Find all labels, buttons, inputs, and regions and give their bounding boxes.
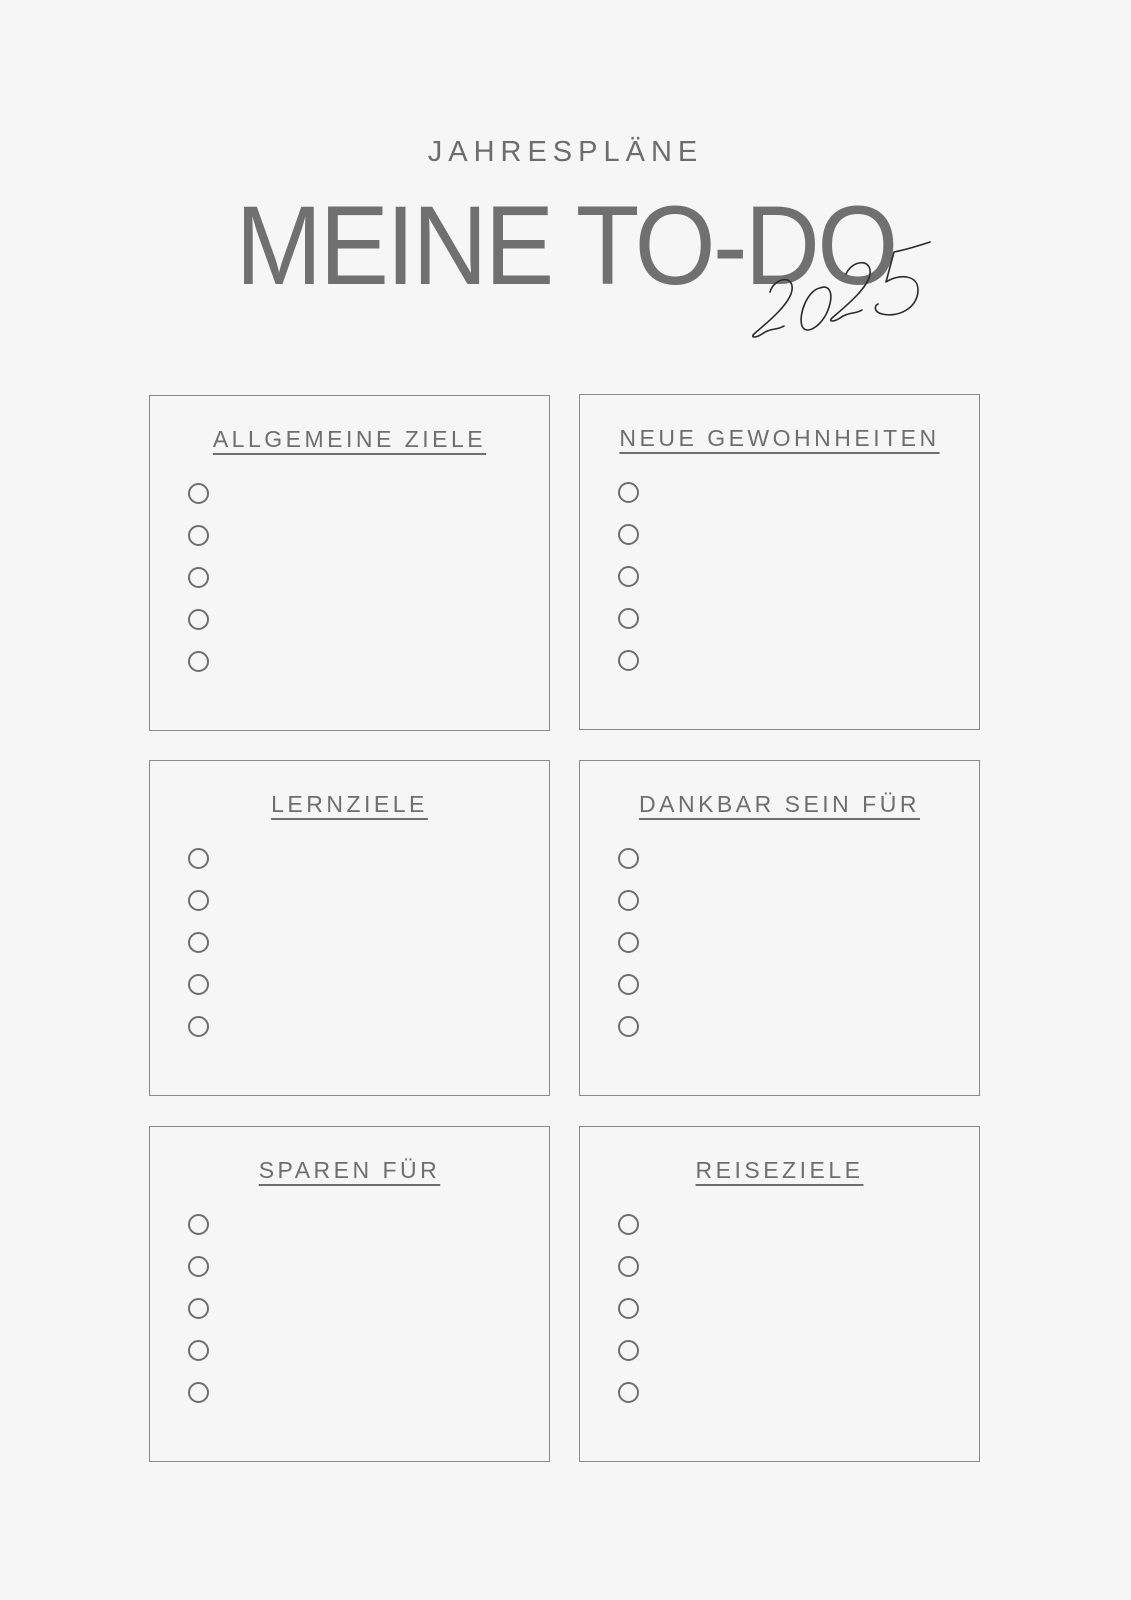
- checkbox[interactable]: [188, 890, 209, 911]
- checkbox[interactable]: [618, 650, 639, 671]
- checkbox[interactable]: [188, 1016, 209, 1037]
- checkbox[interactable]: [618, 524, 639, 545]
- checkbox[interactable]: [618, 974, 639, 995]
- checkbox[interactable]: [618, 1016, 639, 1037]
- checkbox[interactable]: [618, 932, 639, 953]
- checkbox[interactable]: [188, 1382, 209, 1403]
- checkbox[interactable]: [188, 932, 209, 953]
- checkbox[interactable]: [188, 483, 209, 504]
- checkbox[interactable]: [618, 1340, 639, 1361]
- card-title: NEUE GEWOHNHEITEN: [619, 425, 940, 451]
- checkbox-list: [188, 1214, 209, 1424]
- card-neue-gewohnheiten: [579, 394, 980, 730]
- checkbox[interactable]: [188, 974, 209, 995]
- card-title: SPAREN FÜR: [258, 1157, 441, 1183]
- page-title: MEINE TO-DO: [235, 183, 896, 308]
- checkbox[interactable]: [188, 1256, 209, 1277]
- page-subtitle: JAHRESPLÄNE: [427, 136, 704, 168]
- checkbox[interactable]: [618, 1214, 639, 1235]
- checkbox[interactable]: [188, 651, 209, 672]
- year-script: [748, 230, 958, 350]
- checkbox[interactable]: [618, 566, 639, 587]
- checkbox[interactable]: [618, 1382, 639, 1403]
- checkbox[interactable]: [188, 609, 209, 630]
- card-lernziele: [149, 760, 550, 1096]
- checkbox[interactable]: [618, 1298, 639, 1319]
- checkbox[interactable]: [618, 608, 639, 629]
- card-title: ALLGEMEINE ZIELE: [212, 426, 487, 452]
- checkbox[interactable]: [618, 482, 639, 503]
- checkbox-list: [188, 483, 209, 693]
- card-title: DANKBAR SEIN FÜR: [639, 791, 920, 817]
- checkbox[interactable]: [618, 1256, 639, 1277]
- checkbox[interactable]: [188, 567, 209, 588]
- checkbox[interactable]: [188, 1340, 209, 1361]
- card-allgemeine-ziele: [149, 395, 550, 731]
- checkbox-list: [188, 848, 209, 1058]
- checkbox-list: [618, 1214, 639, 1424]
- checkbox[interactable]: [188, 1298, 209, 1319]
- checkbox[interactable]: [188, 848, 209, 869]
- checkbox-list: [618, 482, 639, 692]
- checkbox[interactable]: [188, 1214, 209, 1235]
- checkbox[interactable]: [618, 890, 639, 911]
- card-title: LERNZIELE: [271, 791, 428, 817]
- card-title: REISEZIELE: [695, 1157, 864, 1183]
- card-dankbar-sein-fuer: [579, 760, 980, 1096]
- checkbox[interactable]: [188, 525, 209, 546]
- checkbox[interactable]: [618, 848, 639, 869]
- checkbox-list: [618, 848, 639, 1058]
- card-sparen-fuer: [149, 1126, 550, 1462]
- card-reiseziele: [579, 1126, 980, 1462]
